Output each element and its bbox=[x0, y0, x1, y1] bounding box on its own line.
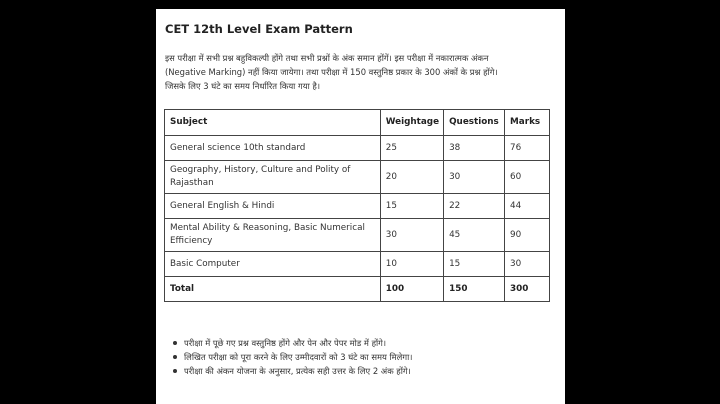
header-subject: Subject bbox=[165, 110, 381, 136]
cell-questions: 38 bbox=[444, 136, 505, 161]
page-title: CET 12th Level Exam Pattern bbox=[165, 22, 353, 36]
intro-paragraph bbox=[165, 51, 561, 93]
cell-weightage: 10 bbox=[380, 252, 443, 277]
total-marks: 300 bbox=[505, 277, 550, 302]
cell-marks: 76 bbox=[505, 136, 550, 161]
list-item bbox=[172, 336, 412, 350]
table-header-row bbox=[165, 110, 550, 136]
bullet-icon bbox=[173, 369, 177, 373]
total-questions: 150 bbox=[444, 277, 505, 302]
list-item bbox=[172, 350, 412, 364]
cell-weightage: 15 bbox=[380, 194, 443, 219]
exam-pattern-table bbox=[164, 109, 550, 302]
cell-weightage: 20 bbox=[380, 161, 443, 194]
cell-subject: General science 10th standard bbox=[165, 136, 381, 161]
table-total-row bbox=[165, 277, 550, 302]
header-weightage: Weightage bbox=[380, 110, 443, 136]
note-text: परीक्षा की अंकन योजना के अनुसार, प्रत्येक सही उत्तर के लिए 2 अंक होंगे। bbox=[184, 366, 411, 376]
intro-line: इस परीक्षा में सभी प्रश्न बहुविकल्पी होंगे तथा सभी प्रश्नों के अंक समान होंगें। इस परीक्षा में नकारात्मक अंकन bbox=[165, 53, 489, 63]
cell-subject: Basic Computer bbox=[165, 252, 381, 277]
notes-list bbox=[172, 336, 412, 378]
cell-questions: 45 bbox=[444, 219, 505, 252]
table-row bbox=[165, 219, 550, 252]
cell-weightage: 30 bbox=[380, 219, 443, 252]
cell-marks: 90 bbox=[505, 219, 550, 252]
cell-questions: 22 bbox=[444, 194, 505, 219]
cell-questions: 30 bbox=[444, 161, 505, 194]
header-marks: Marks bbox=[505, 110, 550, 136]
cell-weightage: 25 bbox=[380, 136, 443, 161]
table-row bbox=[165, 194, 550, 219]
cell-questions: 15 bbox=[444, 252, 505, 277]
list-item bbox=[172, 364, 412, 378]
bullet-icon bbox=[173, 355, 177, 359]
intro-line: (Negative Marking) नहीं किया जायेगा। तथा परीक्षा में 150 वस्तुनिष्ठ प्रकार के 300 अंकों के प्रश्न होंगे। bbox=[165, 67, 498, 77]
cell-subject: General English & Hindi bbox=[165, 194, 381, 219]
header-questions: Questions bbox=[444, 110, 505, 136]
article-panel bbox=[156, 9, 565, 404]
total-label: Total bbox=[165, 277, 381, 302]
note-text: लिखित परीक्षा को पूरा करने के लिए उम्मीदवारों को 3 घंटे का समय मिलेगा। bbox=[184, 352, 413, 362]
cell-subject: Geography, History, Culture and Polity of Rajasthan bbox=[165, 161, 381, 194]
intro-line: जिसके लिए 3 घंटे का समय निर्धारित किया गया है। bbox=[165, 81, 321, 91]
bullet-icon bbox=[173, 341, 177, 345]
table-row bbox=[165, 136, 550, 161]
cell-marks: 30 bbox=[505, 252, 550, 277]
cell-marks: 44 bbox=[505, 194, 550, 219]
note-text: परीक्षा में पूछे गए प्रश्न वस्तुनिष्ठ होंगे और पेन और पेपर मोड में होंगे। bbox=[184, 338, 387, 348]
total-weightage: 100 bbox=[380, 277, 443, 302]
table-row bbox=[165, 161, 550, 194]
cell-subject: Mental Ability & Reasoning, Basic Numerical Efficiency bbox=[165, 219, 381, 252]
table-row bbox=[165, 252, 550, 277]
cell-marks: 60 bbox=[505, 161, 550, 194]
